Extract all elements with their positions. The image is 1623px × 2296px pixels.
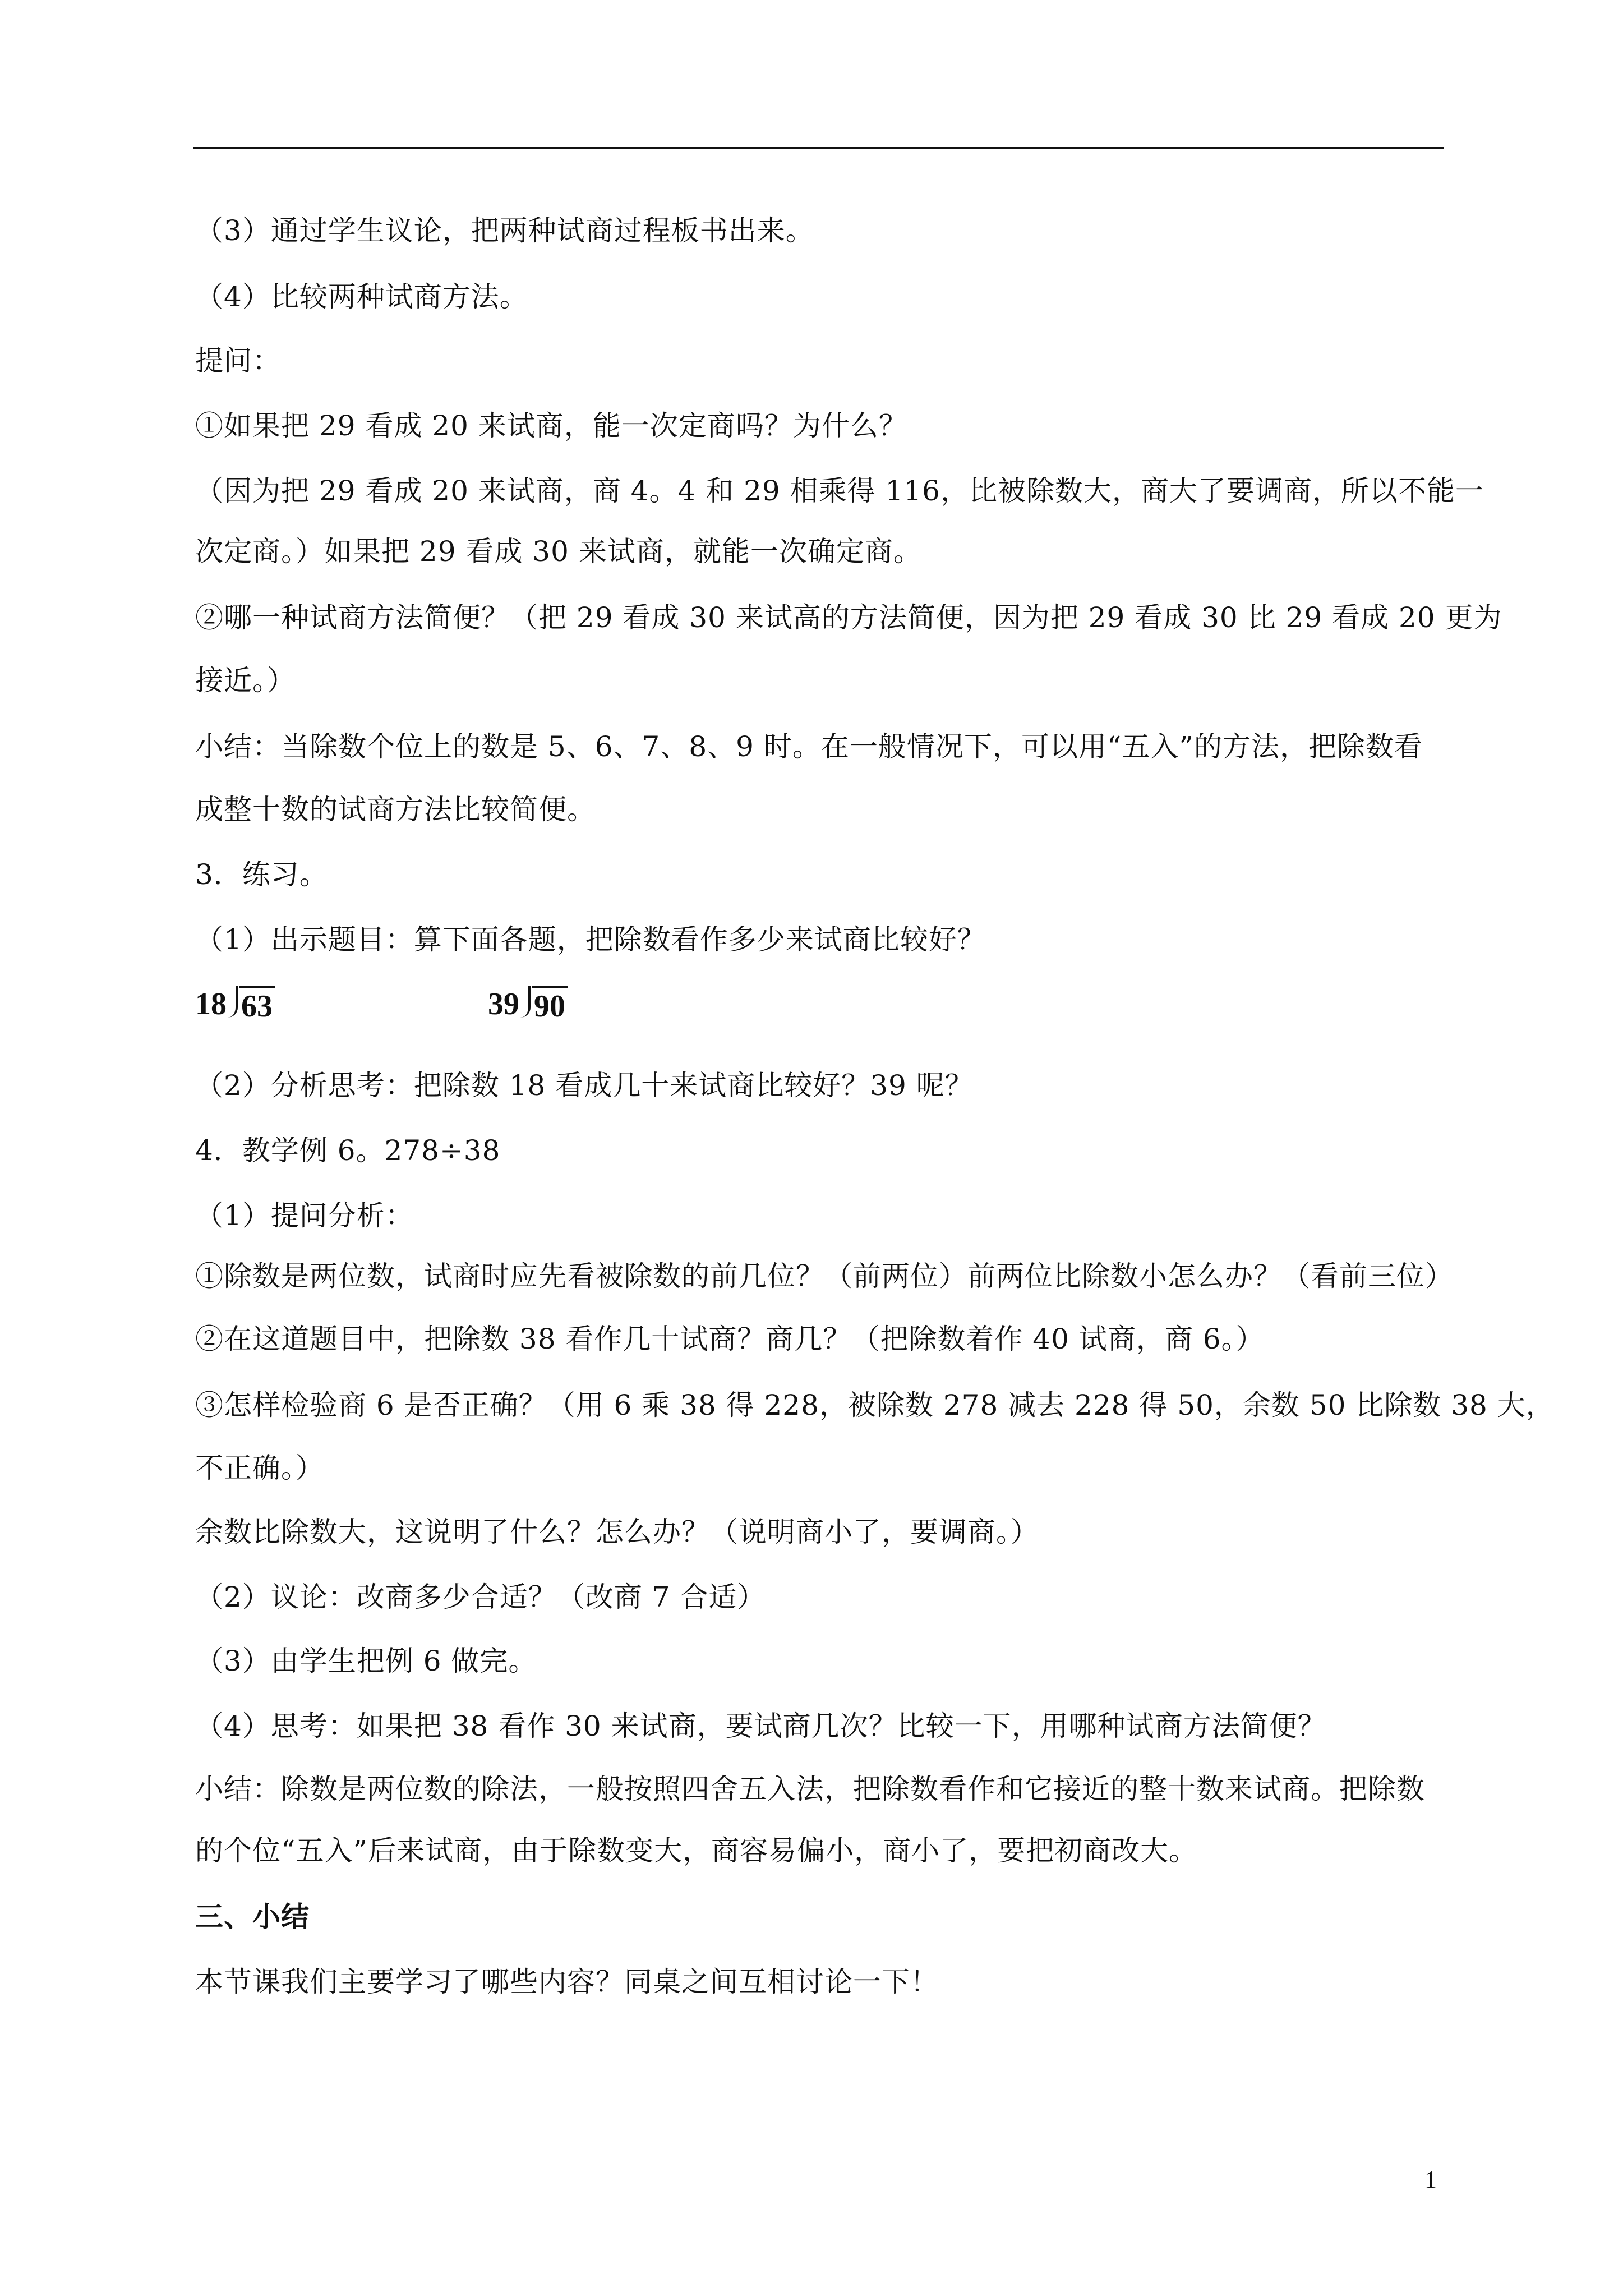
text-line: ②哪一种试商方法简便？（把 29 看成 30 来试高的方法简便，因为把 29 看成 30 比 29 看成 20 更为	[195, 601, 1502, 634]
text-line: （1）出示题目：算下面各题，把除数看作多少来试商比较好？	[195, 923, 986, 956]
text-line: 余数比除数大，这说明了什么？怎么办？（说明商小了，要调商。）	[195, 1516, 1039, 1548]
text-line: 不正确。）	[195, 1452, 324, 1484]
text-line: （3）由学生把例 6 做完。	[195, 1645, 537, 1677]
text-line: 次定商。）如果把 29 看成 30 来试商，就能一次确定商。	[195, 535, 922, 568]
text-line: （1）提问分析：	[195, 1199, 414, 1232]
dividend: 63	[239, 986, 275, 1024]
text-line: 接近。）	[195, 664, 296, 697]
text-line: 提问：	[195, 344, 281, 377]
text-line: （3）通过学生议论，把两种试商过程板书出来。	[195, 214, 814, 247]
text-line: （4）思考：如果把 38 看作 30 来试商，要试商几次？比较一下，用哪种试商方法简便？	[195, 1710, 1326, 1742]
text-line: ①除数是两位数，试商时应先看被除数的前几位？（前两位）前两位比除数小怎么办？（看前三位）	[195, 1260, 1454, 1292]
text-line: 本节课我们主要学习了哪些内容？同桌之间互相讨论一下！	[195, 1966, 939, 1998]
text-line: （2）分析思考：把除数 18 看成几十来试商比较好？39 呢？	[195, 1069, 974, 1102]
divisor: 18	[195, 987, 227, 1022]
text-line: （4）比较两种试商方法。	[195, 280, 528, 313]
header-rule	[193, 147, 1444, 149]
page-number: 1	[1424, 2166, 1437, 2193]
text-line: ③怎样检验商 6 是否正确？（用 6 乘 38 得 228，被除数 278 减去 228 得 50，余数 50 比除数 38 大，	[195, 1389, 1555, 1421]
long-division-1	[195, 986, 275, 1024]
division-bracket	[520, 986, 531, 1020]
division-bracket	[228, 986, 238, 1020]
dividend: 90	[532, 986, 568, 1024]
long-division-2	[488, 986, 568, 1024]
text-line: （2）议论：改商多少合适？（改商 7 合适）	[195, 1581, 766, 1613]
text-line: 的个位“五入”后来试商，由于除数变大，商容易偏小，商小了，要把初商改大。	[195, 1834, 1198, 1867]
text-line: 4．教学例 6。278÷38	[195, 1134, 501, 1167]
text-line: 小结：当除数个位上的数是 5、6、7、8、9 时。在一般情况下，可以用“五入”的方法，把除数看	[195, 730, 1423, 763]
divisor: 39	[488, 987, 519, 1022]
text-line: ②在这道题目中，把除数 38 看作几十试商？商几？（把除数着作 40 试商，商 6。）	[195, 1323, 1265, 1355]
section-heading: 三、小结	[195, 1900, 310, 1933]
text-line: （因为把 29 看成 20 来试商，商 4。4 和 29 相乘得 116，比被除数大，商大了要调商，所以不能一	[195, 475, 1484, 507]
text-line: 3．练习。	[195, 858, 328, 891]
text-line: 小结：除数是两位数的除法，一般按照四舍五入法，把除数看作和它接近的整十数来试商。把除数	[195, 1773, 1425, 1805]
text-line: 成整十数的试商方法比较简便。	[195, 793, 596, 826]
text-line: ①如果把 29 看成 20 来试商，能一次定商吗？为什么？	[195, 409, 907, 442]
